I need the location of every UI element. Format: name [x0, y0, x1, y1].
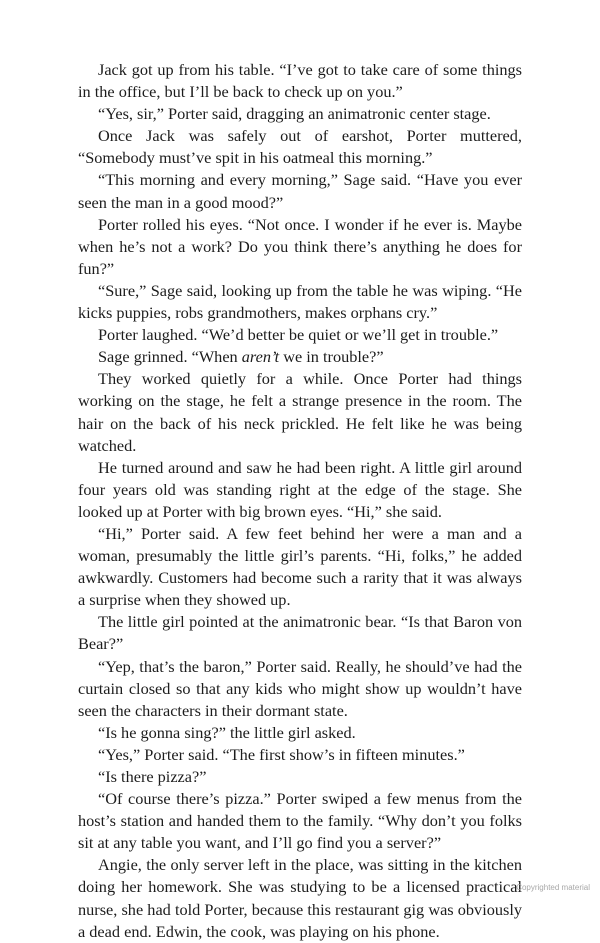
paragraph-3: Once Jack was safely out of earshot, Porter muttered, “Somebody must’ve spit in his oatmeal this morning.” [78, 126, 522, 168]
paragraph-14: “Is he gonna sing?” the little girl asked. [98, 722, 356, 742]
paragraph-16: “Is there pizza?” [98, 767, 207, 786]
paragraph-1: Jack got up from his table. “I’ve got to take care of some things in the office, but I’ll be back to check up on you.” [78, 60, 522, 102]
paragraph-10: He turned around and saw he had been right. A little girl around four years old was standing right at the edge of the stage. She looked up at Porter with big brown eyes. “Hi,” she said. [78, 457, 522, 521]
paragraph-8 [78, 346, 522, 368]
paragraph-8-after: we in trouble?” [279, 347, 384, 367]
paragraph-15: “Yes,” Porter said. “The first show’s in fifteen minutes.” [98, 744, 465, 764]
paragraph-8-before: Sage grinned. “When [98, 347, 242, 367]
paragraph-18: Angie, the only server left in the place, was sitting in the kitchen doing her homework. She was studying to be a licensed practical nurse, she had told Porter, because this restaurant gig was obviously a dead end. Edwin, the cook, was playing on his phone. [78, 855, 522, 941]
page-body [78, 59, 522, 943]
paragraph-2: “Yes, sir,” Porter said, dragging an animatronic center stage. [98, 104, 491, 124]
copyright-watermark: Copyrighted material [516, 883, 590, 892]
paragraph-5: Porter rolled his eyes. “Not once. I wonder if he ever is. Maybe when he’s not a work? Do you think there’s anything he does for fun?” [78, 214, 522, 278]
paragraph-9: They worked quietly for a while. Once Porter had things working on the stage, he felt a strange presence in the room. The hair on the back of his neck prickled. He felt like he was being watched. [78, 369, 522, 455]
paragraph-11: “Hi,” Porter said. A few feet behind her were a man and a woman, presumably the little girl’s parents. “Hi, folks,” he added awkwardly. Customers had become such a rarity that it was always a surprise when they showed up. [78, 523, 522, 610]
paragraph-8-emphasis: aren’t [241, 347, 280, 367]
paragraph-17: “Of course there’s pizza.” Porter swiped a few menus from the host’s station and handed them to the family. “Why don’t you folks sit at any table you want, and I’ll go find you a server?” [78, 789, 522, 853]
paragraph-13: “Yep, that’s the baron,” Porter said. Really, he should’ve had the curtain closed so that any kids who might show up wouldn’t have seen the characters in their dormant state. [78, 656, 522, 720]
paragraph-12: The little girl pointed at the animatronic bear. “Is that Baron von Bear?” [78, 612, 522, 654]
paragraph-6: “Sure,” Sage said, looking up from the table he was wiping. “He kicks puppies, robs grandmothers, makes orphans cry.” [78, 280, 522, 323]
paragraph-4: “This morning and every morning,” Sage said. “Have you ever seen the man in a good mood?” [78, 170, 522, 212]
paragraph-7: Porter laughed. “We’d better be quiet or we’ll get in trouble.” [98, 325, 499, 345]
